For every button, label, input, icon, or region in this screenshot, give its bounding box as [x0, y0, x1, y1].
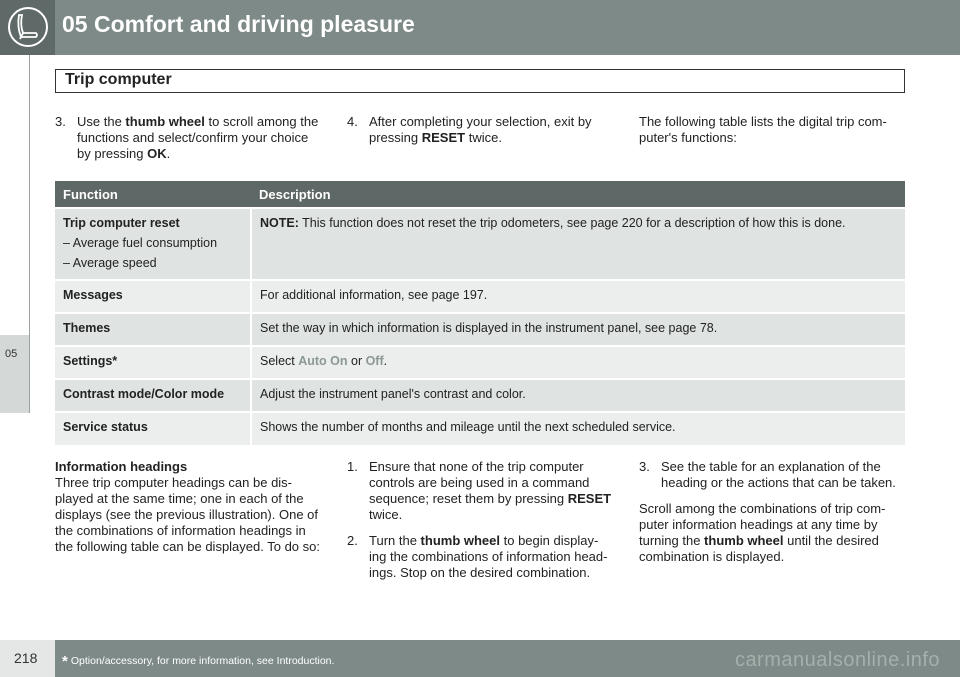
information-headings-section [55, 459, 320, 555]
page-number: 218 [14, 650, 38, 666]
info-step-2 [347, 533, 615, 581]
step-text: twice. [465, 130, 502, 145]
description-text: . [383, 354, 388, 368]
table-row [55, 346, 905, 379]
functions-table [55, 181, 905, 445]
step-text: to begin display-ing the combinations of information head-ings. Stop on the desired combination. [369, 533, 608, 580]
paragraph-text: until the desired combination is displayed. [639, 533, 879, 564]
chapter-side-label: 05 [5, 348, 18, 360]
paragraph-text: Scroll among the combinations of trip com-puter information headings at any time by turning the [639, 501, 886, 548]
paragraph-bold-text: thumb wheel [704, 533, 784, 548]
info-step-1 [347, 459, 615, 523]
option-off: Off [365, 354, 384, 368]
function-name: Themes [55, 313, 251, 346]
step-number: 4. [347, 114, 358, 129]
note-label: NOTE: [260, 216, 299, 230]
footnote-asterisk: * [62, 653, 68, 670]
step-bold-text: OK [147, 146, 167, 161]
table-header-row [55, 181, 905, 208]
intro-step-4 [347, 114, 607, 146]
page-header [0, 0, 960, 55]
step-text: Turn the [369, 533, 421, 548]
function-sub-item: – Average speed [63, 256, 157, 270]
section-heading: Information headings [55, 459, 188, 474]
page-footer [0, 640, 960, 677]
description-text: or [347, 354, 366, 368]
step-bold-text: thumb wheel [420, 533, 500, 548]
step-text: Ensure that none of the trip computer controls are being used in a command sequence; reset them by pressing [369, 459, 590, 506]
function-name: Trip computer reset [63, 216, 180, 230]
step-text: See the table for an explanation of the heading or the actions that can be taken. [661, 459, 896, 490]
function-sub-item: – Average fuel consumption [63, 236, 218, 250]
intro-step-3 [55, 114, 325, 162]
step-number: 3. [55, 114, 66, 129]
footnote [62, 653, 334, 670]
watermark: carmanualsonline.info [734, 649, 940, 671]
description-text: Select [260, 354, 299, 368]
description-text: Set the way in which information is displayed in the instrument panel, see page 78. [251, 313, 905, 346]
table-row [55, 412, 905, 445]
table-row [55, 208, 905, 280]
section-title-box [55, 69, 905, 93]
description-text: This function does not reset the trip odometers, see page 220 for a description of how this is done. [298, 216, 846, 230]
step-text: After completing your selection, exit by pressing [369, 114, 592, 145]
section-title: Trip computer [65, 71, 172, 88]
page-number-box [0, 640, 55, 677]
chapter-side-tab-active [0, 335, 29, 413]
table-row [55, 313, 905, 346]
footnote-text: Option/accessory, for more information, see Introduction. [70, 655, 335, 667]
scroll-paragraph [639, 501, 904, 565]
info-step-3 [639, 459, 904, 491]
description-text: For additional information, see page 197. [251, 280, 905, 313]
step-number: 3. [639, 459, 650, 474]
body-text: Three trip computer headings can be dis-played at the same time; one in each of the displays (see the previous illustration). One of the combinations of information headings in the following table can be displayed. To do so: [55, 475, 320, 554]
step-number: 1. [347, 459, 358, 474]
function-cell [55, 208, 251, 280]
step-text: to scroll among the functions and select/confirm your choice by pressing [77, 114, 319, 161]
step-bold-text: RESET [567, 491, 612, 506]
table-lead-text: The following table lists the digital trip com-puter's functions: [639, 114, 887, 145]
description-cell [251, 346, 905, 379]
chapter-icon-box [0, 0, 55, 55]
description-text: Shows the number of months and mileage until the next scheduled service. [251, 412, 905, 445]
table-row [55, 379, 905, 412]
step-number: 2. [347, 533, 358, 548]
info-steps-left [347, 459, 615, 581]
function-name: Messages [55, 280, 251, 313]
column-header-description: Description [251, 181, 905, 208]
seat-icon [6, 5, 50, 49]
option-auto-on: Auto On [298, 354, 348, 368]
step-bold-text: thumb wheel [125, 114, 205, 129]
table-row [55, 280, 905, 313]
description-text: Adjust the instrument panel's contrast and color. [251, 379, 905, 412]
chapter-title: 05 Comfort and driving pleasure [62, 11, 415, 37]
description-cell [251, 208, 905, 280]
column-header-function: Function [55, 181, 251, 208]
function-name: Service status [55, 412, 251, 445]
step-text: twice. [369, 507, 403, 522]
step-text: Use the [77, 114, 126, 129]
step-text: . [166, 146, 171, 161]
function-name: Contrast mode/Color mode [55, 379, 251, 412]
info-steps-right [639, 459, 904, 565]
function-name: Settings* [55, 346, 251, 379]
step-bold-text: RESET [421, 130, 466, 145]
